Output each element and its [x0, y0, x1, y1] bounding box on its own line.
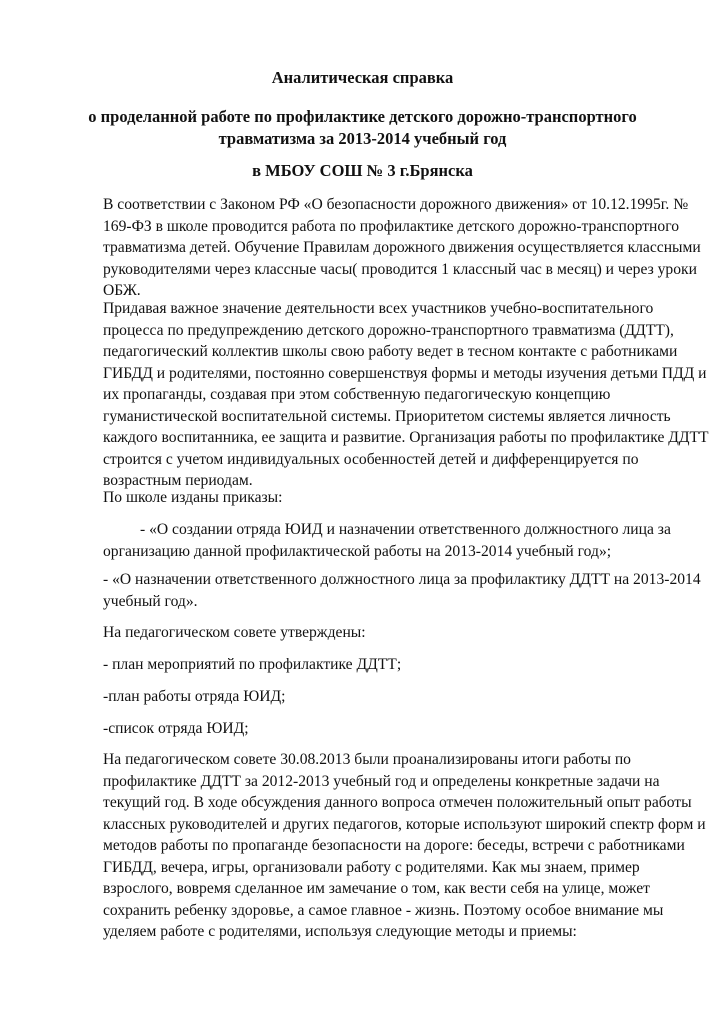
paragraph-line: Придавая важное значение деятельности всех участников учебно-воспитательного: [103, 300, 654, 317]
paragraph-line: ОБЖ.: [103, 282, 141, 299]
order-item: - «О назначении ответственного должностного лица за профилактику ДДТТ на 2013-2014: [103, 571, 701, 588]
paragraph-line: ГИБДД и родителями, постоянно совершенствуя формы и методы изучения детьми ПДД и: [103, 364, 707, 382]
paragraph-line: педагогический коллектив школы свою работу ведет в тесном контакте с работниками: [103, 343, 678, 360]
approved-item: -план работы отряда ЮИД;: [103, 688, 286, 705]
paragraph-line: 169-ФЗ в школе проводится работа по профилактике детского дорожно-транспортного: [103, 217, 680, 235]
paragraph-line: руководителями через классные часы( проводится 1 классный час в месяц) и через уроки: [103, 260, 697, 278]
approved-item: - план мероприятий по профилактике ДДТТ;: [103, 656, 402, 673]
paragraph-line: каждого воспитанника, ее защита и развитие. Организация работы по профилактике ДДТТ: [103, 429, 709, 446]
paragraph-line: текущий год. В ходе обсуждения данного вопроса отмечен положительный опыт работы: [103, 794, 692, 811]
document-subtitle: травматизма за 2013-2014 учебный год: [218, 129, 507, 148]
paragraph-line: процесса по предупреждению детского дорожно-транспортного травматизма (ДДТТ),: [103, 321, 674, 339]
paragraph-line: травматизма детей. Обучение Правилам дорожного движения осуществляется классными: [103, 239, 701, 256]
paragraph-line: строится с учетом индивидуальных особенностей детей и дифференцируется по: [103, 450, 639, 468]
paragraph-line: На педагогическом совете 30.08.2013 были проанализированы итоги работы по: [103, 751, 631, 768]
paragraph-line: классных руководителей и других педагогов, которые используют широкий спектр форм и: [103, 815, 706, 833]
document-title: Аналитическая справка: [271, 68, 454, 87]
council-heading: На педагогическом совете утверждены:: [103, 624, 366, 641]
order-item: организацию данной профилактической работы на 2013-2014 учебный год»;: [103, 543, 612, 560]
paragraph-line: возрастным периодам.: [103, 472, 253, 489]
order-item: учебный год».: [103, 593, 198, 610]
document-subtitle: о проделанной работе по профилактике детского дорожно-транспортного: [88, 107, 637, 126]
paragraph-line: сохранить ребенку здоровье, а самое главное - жизнь. Поэтому особое внимание мы: [103, 901, 664, 919]
paragraph-line: профилактике ДДТТ за 2012-2013 учебный год и определены конкретные задачи на: [103, 772, 660, 790]
paragraph-line: В соответствии с Законом РФ «О безопасности дорожного движения» от 10.12.1995г. №: [103, 196, 689, 213]
paragraph-line: их пропаганды, создавая при этом собственную педагогическую концепцию: [103, 386, 611, 403]
paragraph-line: гуманистической воспитательной системы. Приоритетом системы является личность: [103, 407, 671, 425]
order-item: - «О создании отряда ЮИД и назначении ответственного должностного лица за: [140, 521, 671, 538]
school-name: в МБОУ СОШ № 3 г.Брянска: [252, 161, 473, 180]
paragraph-line: ГИБДД, вечера, игры, организовали работу с родителями. Как мы знаем, пример: [103, 858, 640, 876]
orders-heading: По школе изданы приказы:: [103, 489, 283, 506]
paragraph-line: взрослого, вовремя сделанное им замечание о том, как вести себя на улице, может: [103, 880, 650, 897]
approved-item: -список отряда ЮИД;: [103, 720, 249, 737]
paragraph-line: уделяем работе с родителями, используя следующие методы и приемы:: [103, 923, 577, 940]
paragraph-line: методов работы по пропаганде безопасности на дороге: беседы, встречи с работниками: [103, 837, 685, 854]
